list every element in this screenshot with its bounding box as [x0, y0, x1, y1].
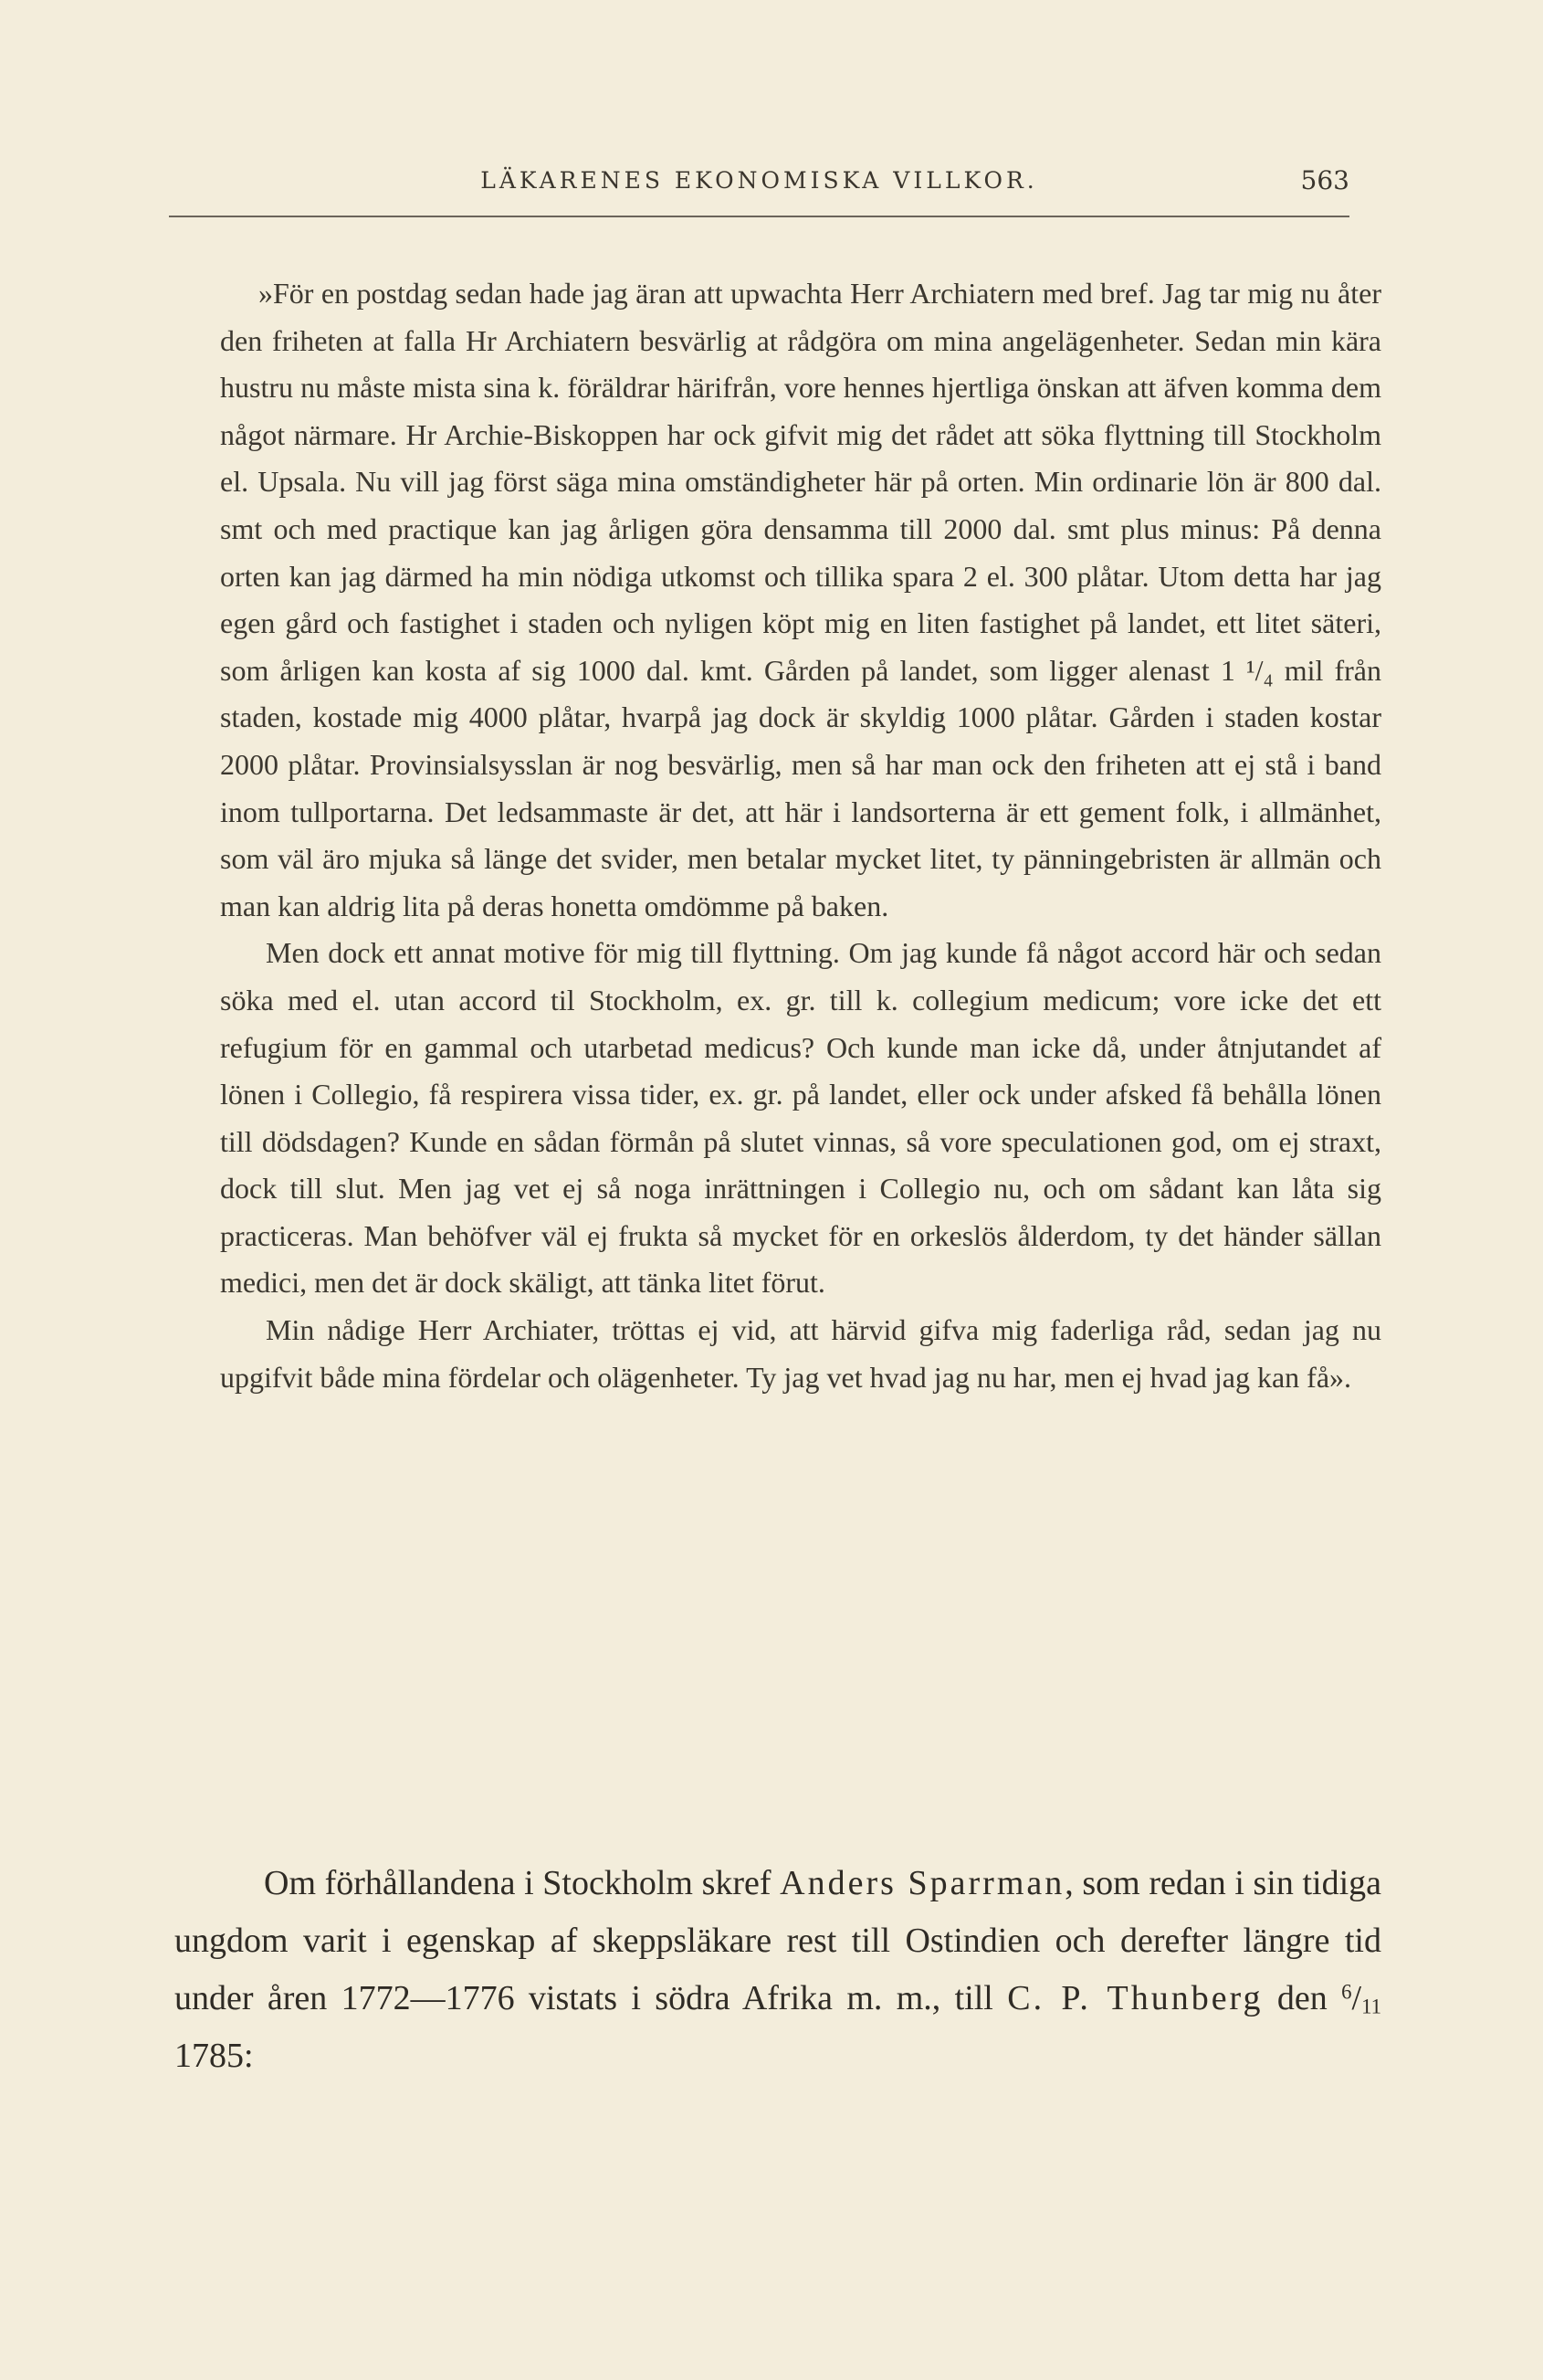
page-number: 563	[1300, 165, 1349, 195]
running-title: LÄKARENES EKONOMISKA VILLKOR.	[480, 167, 1038, 194]
body-text-part: 1785:	[174, 2037, 254, 2075]
quote-paragraph: Men dock ett annat motive för mig till flyttning. Om jag kunde få något accord här och sedan söka med el. utan accord til Stockholm, ex. gr. till k. collegium medicum; vore icke det ett refugium för en gammal och utarbetad medicus? Och kunde man icke då, under åtnjutandet af lönen i Collegio, få respirera vissa tider, ex. gr. på landet, eller ock under afsked få behålla lönen till dödsdagen? Kunde en sådan förmån på slutet vinnas, så vore speculationen god, om ej straxt, dock till slut. Men jag vet ej så noga inrättningen i Collegio nu, och om sådant kan låta sig practiceras. Man behöfver väl ej frukta så mycket för en orkeslös ålderdom, ty det händer sällan medici, men det är dock skäligt, att tänka litet förut.	[220, 936, 1381, 1300]
quote-paragraph: Min nådige Herr Archiater, tröttas ej vid, att härvid gifva mig faderliga råd, sedan jag nu upgifvit både mina fördelar och olägenheter. Ty jag vet hvad jag nu har, men ej hvad jag kan få».	[220, 1313, 1381, 1394]
person-name: C. P. Thunberg	[1007, 1979, 1264, 2017]
header-rule	[169, 216, 1349, 217]
body-text-part: den	[1276, 1979, 1328, 2017]
person-name: Anders Sparrman	[780, 1864, 1065, 1902]
body-text: Om förhållandena i Stockholm skref Anders Sparrman, som redan i sin tidiga ungdom varit i egenskap af skeppsläkare rest till Ostindien och derefter längre tid under åren 1772—1776 vistats i södra Afrika m. m., till C. P. Thunberg den $^6/_{11}$ 1785:	[174, 1864, 1382, 2075]
quote-paragraph: »För en postdag sedan hade jag äran att upwachta Herr Archiatern med bref. Jag tar mig nu åter den friheten at falla Hr Archiatern besvärlig at rådgöra om mina angelägenheter. Sedan min kära hustru nu måste mista sina k. föräldrar härifrån, vore hennes hjertliga önskan att äfven komma dem något närmare. Hr Archie-Biskoppen har ock gifvit mig det rådet att söka flyttning till Stockholm el. Upsala. Nu vill jag först säga mina omständigheter här på orten. Min ordinarie lön är 800 dal. smt och med practique kan jag årligen göra densamma till 2000 dal. smt plus minus: På denna orten kan jag därmed ha min nödiga utkomst och tillika spara 2 el. 300 plåtar. Utom detta har jag egen gård och fastighet i staden och nyligen köpt mig en liten fastighet på landet, ett litet säteri, som årligen kan kosta af sig 1000 dal. kmt. Gården på landet, som ligger alenast 1 ¹/₄ mil från staden, kostade mig 4000 plåtar, hvarpå jag dock är skyldig 1000 plåtar. Gården i staden kostar 2000 plåtar. Provinsialsysslan är nog besvärlig, men så har man ock den friheten att ej stå i band inom tullportarna. Det ledsammaste är det, att här i landsorterna är ett gement folk, i allmänhet, som väl äro mjuka så länge det svider, men betalar mycket litet, ty pänningebristen är allmän och man kan aldrig lita på deras honetta omdömme på baken.	[220, 277, 1381, 922]
date-numerator: 6	[1341, 1980, 1352, 2004]
date-denominator: 11	[1361, 1995, 1382, 2018]
body-text-part: Om förhållandena i Stockholm skref	[264, 1864, 772, 1902]
letter-quote	[220, 270, 1381, 1401]
body-paragraph	[174, 1855, 1381, 2085]
body-text-part: , som redan i sin tidiga ungdom varit i egenskap af skeppsläkare rest till Ostindien och derefter längre tid under åren 1772—1776 vistats i södra Afrika m. m., till	[174, 1864, 1382, 2017]
page-header	[169, 167, 1349, 204]
